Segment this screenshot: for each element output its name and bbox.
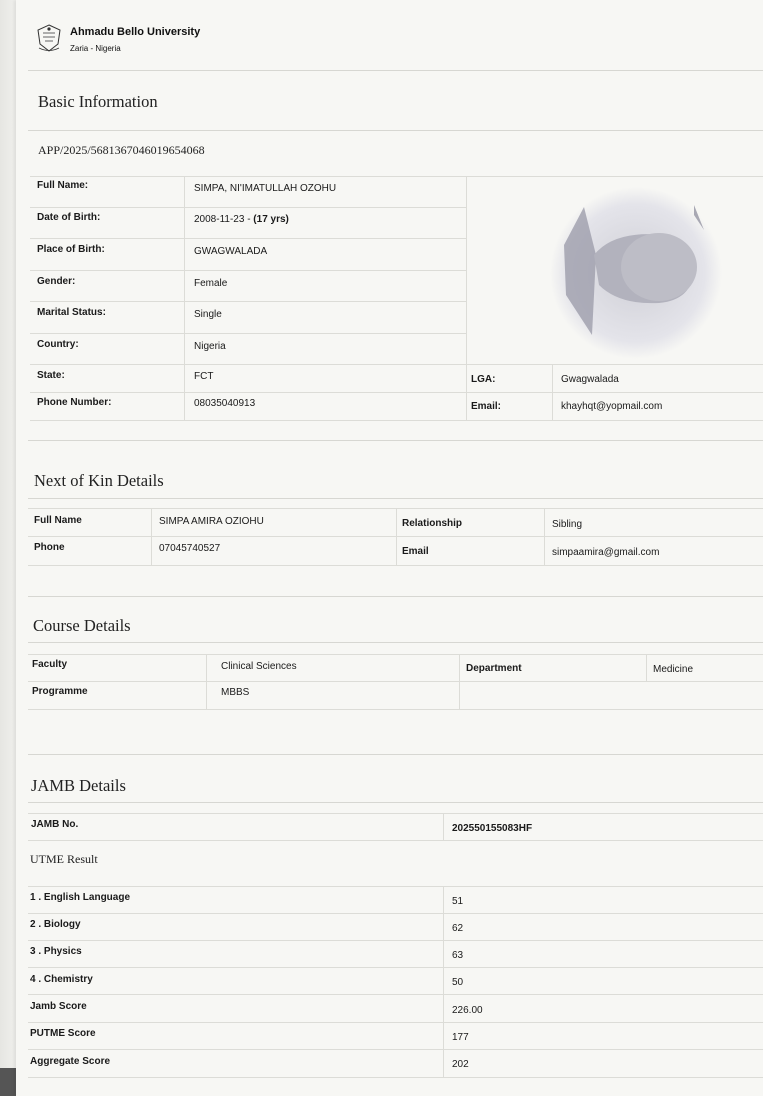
passport-photo xyxy=(544,185,729,365)
programme-label: Programme xyxy=(32,686,88,697)
course-details-title: Course Details xyxy=(33,616,131,635)
subject-score: 62 xyxy=(452,923,464,934)
row-line xyxy=(30,392,763,393)
aggregate-score-label: Aggregate Score xyxy=(30,1056,111,1067)
putme-score-label: PUTME Score xyxy=(30,1028,96,1039)
col-line xyxy=(459,654,460,709)
lga-value: Gwagwalada xyxy=(561,374,619,385)
subject-score: 63 xyxy=(452,950,464,961)
university-location: Zaria - Nigeria xyxy=(70,44,121,53)
jamb-score-label: Jamb Score xyxy=(30,1001,87,1012)
row-line xyxy=(30,176,763,177)
putme-score-value: 177 xyxy=(452,1032,469,1043)
divider xyxy=(28,642,763,643)
row-line xyxy=(28,709,763,710)
subject-label: 1 . English Language xyxy=(30,892,131,903)
lga-label: LGA: xyxy=(471,374,496,385)
university-name: Ahmadu Bello University xyxy=(70,26,201,38)
jamb-no-label: JAMB No. xyxy=(31,819,79,830)
row-line xyxy=(28,654,763,655)
pob-value: GWAGWALADA xyxy=(194,246,268,257)
row-line xyxy=(28,1077,763,1078)
kin-name-label: Full Name xyxy=(34,515,82,526)
marital-value: Single xyxy=(194,309,222,320)
country-label: Country: xyxy=(37,339,79,350)
subject-label: 3 . Physics xyxy=(30,946,82,957)
full-name-value: SIMPA, NI'IMATULLAH OZOHU xyxy=(194,183,337,194)
email-value: khayhqt@yopmail.com xyxy=(561,401,663,412)
dob-label: Date of Birth: xyxy=(37,212,101,223)
faculty-value: Clinical Sciences xyxy=(221,661,297,672)
divider xyxy=(28,754,763,755)
kin-name-value: SIMPA AMIRA OZIOHU xyxy=(159,516,264,527)
kin-email-value: simpaamira@gmail.com xyxy=(552,547,660,558)
row-line xyxy=(28,886,763,887)
col-line xyxy=(646,654,647,681)
row-line xyxy=(30,238,466,239)
col-line xyxy=(443,813,444,840)
row-line xyxy=(30,420,763,421)
header-divider xyxy=(28,70,763,71)
subject-label: 4 . Chemistry xyxy=(30,974,93,985)
col-line xyxy=(466,176,467,420)
jamb-no-value: 202550155083HF xyxy=(452,823,533,834)
dob-value: 2008-11-23 - (17 yrs) xyxy=(194,214,289,225)
jamb-score-value: 226.00 xyxy=(452,1005,483,1016)
email-label: Email: xyxy=(471,401,502,412)
row-line xyxy=(30,333,466,334)
kin-phone-label: Phone xyxy=(34,542,65,553)
utme-result-title: UTME Result xyxy=(30,852,98,866)
row-line xyxy=(30,301,466,302)
application-number: APP/2025/5681367046019654068 xyxy=(38,143,205,157)
row-line xyxy=(28,913,763,914)
divider xyxy=(28,498,763,499)
row-line xyxy=(28,681,763,682)
row-line xyxy=(28,994,763,995)
col-line xyxy=(151,508,152,565)
divider xyxy=(28,802,763,803)
row-line xyxy=(28,940,763,941)
department-label: Department xyxy=(466,663,522,674)
kin-phone-value: 07045740527 xyxy=(159,543,221,554)
department-value: Medicine xyxy=(653,664,694,675)
next-of-kin-title: Next of Kin Details xyxy=(34,471,164,490)
state-value: FCT xyxy=(194,371,214,382)
full-name-label: Full Name: xyxy=(37,180,89,191)
divider xyxy=(28,130,763,131)
state-label: State: xyxy=(37,370,65,381)
row-line xyxy=(28,1049,763,1050)
divider xyxy=(28,440,763,441)
phone-value: 08035040913 xyxy=(194,398,256,409)
jamb-details-title: JAMB Details xyxy=(31,776,126,795)
document-page xyxy=(16,0,763,1096)
col-line xyxy=(206,654,207,709)
col-line xyxy=(544,508,545,565)
subject-score: 50 xyxy=(452,977,464,988)
row-line xyxy=(28,565,763,566)
basic-info-title: Basic Information xyxy=(38,92,158,111)
university-crest-icon xyxy=(36,24,62,52)
subject-label: 2 . Biology xyxy=(30,919,81,930)
kin-email-label: Email xyxy=(402,546,429,557)
subject-score: 51 xyxy=(452,896,464,907)
gender-value: Female xyxy=(194,278,228,289)
row-line xyxy=(30,207,466,208)
kin-relationship-label: Relationship xyxy=(402,518,463,529)
marital-label: Marital Status: xyxy=(37,307,106,318)
programme-value: MBBS xyxy=(221,687,250,698)
kin-relationship-value: Sibling xyxy=(552,519,583,530)
pob-label: Place of Birth: xyxy=(37,244,105,255)
faculty-label: Faculty xyxy=(32,659,68,670)
phone-label: Phone Number: xyxy=(37,397,112,408)
row-line xyxy=(28,813,763,814)
row-line xyxy=(28,967,763,968)
col-line xyxy=(396,508,397,565)
row-line xyxy=(30,270,466,271)
aggregate-score-value: 202 xyxy=(452,1059,469,1070)
gender-label: Gender: xyxy=(37,276,76,287)
row-line xyxy=(28,1022,763,1023)
country-value: Nigeria xyxy=(194,341,226,352)
divider xyxy=(28,596,763,597)
age-value: (17 yrs) xyxy=(253,214,289,225)
col-line xyxy=(184,176,185,420)
col-line xyxy=(552,364,553,420)
row-line xyxy=(28,840,763,841)
